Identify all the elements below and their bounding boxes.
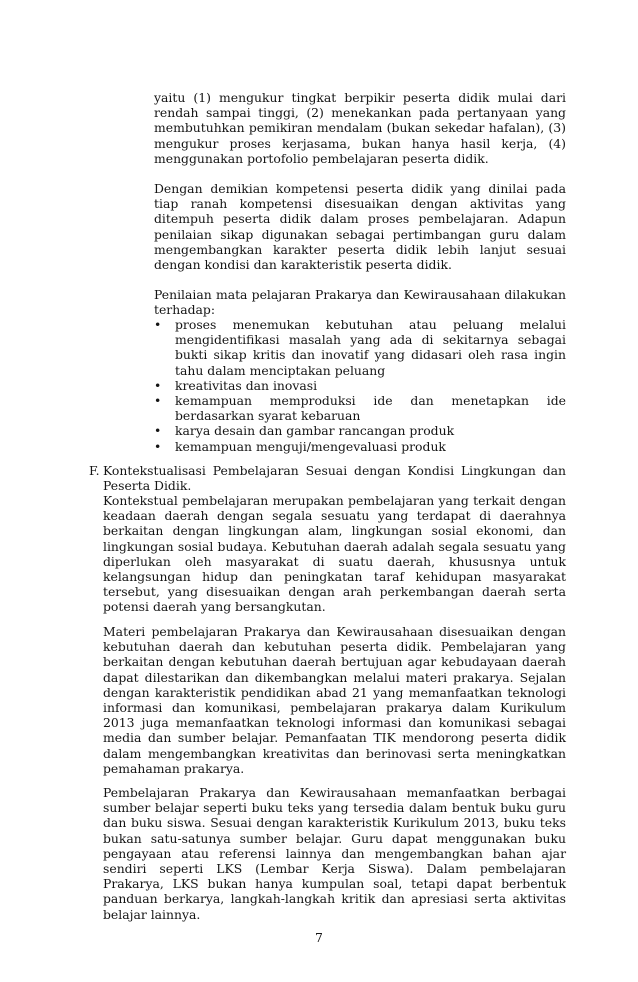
list-item: • kemampuan memproduksi ide dan menetapkan ide berdasarkan syarat kebaruan	[154, 393, 566, 423]
paragraph-competency-assessment: Dengan demikian kompetensi peserta didik yang dinilai pada tiap ranah kompetensi disesuaikan dengan aktivitas yang ditempuh peserta didik dalam proses pembelajaran. Adapun penilaian sikap digunakan sebagai pertimbangan guru dalam mengembangkan karakter peserta didik lebih lanjut sesuai dengan kondisi dan karakteristik peserta didik.	[154, 181, 566, 273]
list-item: • proses menemukan kebutuhan atau peluang melalui mengidentifikasi masalah yang ada di sekitarnya sebagai bukti sikap kritis dan inovatif yang didasari oleh rasa ingin tahu dalam menciptakan peluang	[154, 317, 566, 378]
paragraph-assessment-criteria: yaitu (1) mengukur tingkat berpikir peserta didik mulai dari rendah sampai tinggi, (2) menekankan pada pertanyaan yang membutuhkan pemikiran mendalam (bukan sekedar hafalan), (3) mengukur proses kerjasama, bukan hanya hasil kerja, (4) menggunakan portofolio pembelajaran peserta didik.	[154, 90, 566, 166]
assessment-bullet-list	[154, 317, 566, 454]
section-title: Kontekstualisasi Pembelajaran Sesuai dengan Kondisi Lingkungan dan Peserta Didik.	[103, 463, 566, 494]
paragraph-subject-assessment-intro: Penilaian mata pelajaran Prakarya dan Kewirausahaan dilakukan terhadap:	[154, 287, 566, 318]
page-number: 7	[315, 930, 323, 945]
section-letter: F.	[89, 463, 100, 478]
paragraph-contextual-learning: Kontekstual pembelajaran merupakan pembelajaran yang terkait dengan keadaan daerah dengan segala sesuatu yang terdapat di daerahnya berkaitan dengan lingkungan alam, lingkungan sosial ekonomi, dan lingkungan sosial budaya. Kebutuhan daerah adalah segala sesuatu yang diperlukan oleh masyarakat di suatu daerah, khususnya untuk kelangsungan hidup dan peningkatan taraf kehidupan masyarakat tersebut, yang disesuaikan dengan arah perkembangan daerah serta potensi daerah yang bersangkutan.	[103, 493, 566, 615]
paragraph-learning-materials: Materi pembelajaran Prakarya dan Kewirausahaan disesuaikan dengan kebutuhan daerah dan kebutuhan peserta didik. Pembelajaran yang berkaitan dengan kebutuhan daerah bertujuan agar kebudayaan daerah dapat dilestarikan dan dikembangkan melalui materi prakarya. Sejalan dengan karakteristik pendidikan abad 21 yang memanfaatkan teknologi informasi dan komunikasi, pembelajaran prakarya dalam Kurikulum 2013 juga memanfaatkan teknologi informasi dan komunikasi sebagai media dan sumber belajar. Pemanfaatan TIK mendorong peserta didik dalam mengembangkan kreativitas dan berinovasi serta meningkatkan pemahaman prakarya.	[103, 624, 566, 776]
list-item: • karya desain dan gambar rancangan produk	[154, 423, 566, 438]
paragraph-learning-resources: Pembelajaran Prakarya dan Kewirausahaan memanfaatkan berbagai sumber belajar seperti buku teks yang tersedia dalam bentuk buku guru dan buku siswa. Sesuai dengan karakteristik Kurikulum 2013, buku teks bukan satu-satunya sumber belajar. Guru dapat menggunakan buku pengayaan atau referensi lainnya dan mengembangkan bahan ajar sendiri seperti LKS (Lembar Kerja Siswa). Dalam pembelajaran Prakarya, LKS bukan hanya kumpulan soal, tetapi dapat berbentuk panduan berkarya, langkah-langkah kritik dan apresiasi serta aktivitas belajar lainnya.	[103, 785, 566, 922]
list-item: • kreativitas dan inovasi	[154, 378, 566, 393]
list-item: • kemampuan menguji/mengevaluasi produk	[154, 439, 566, 454]
section-heading	[89, 463, 566, 493]
